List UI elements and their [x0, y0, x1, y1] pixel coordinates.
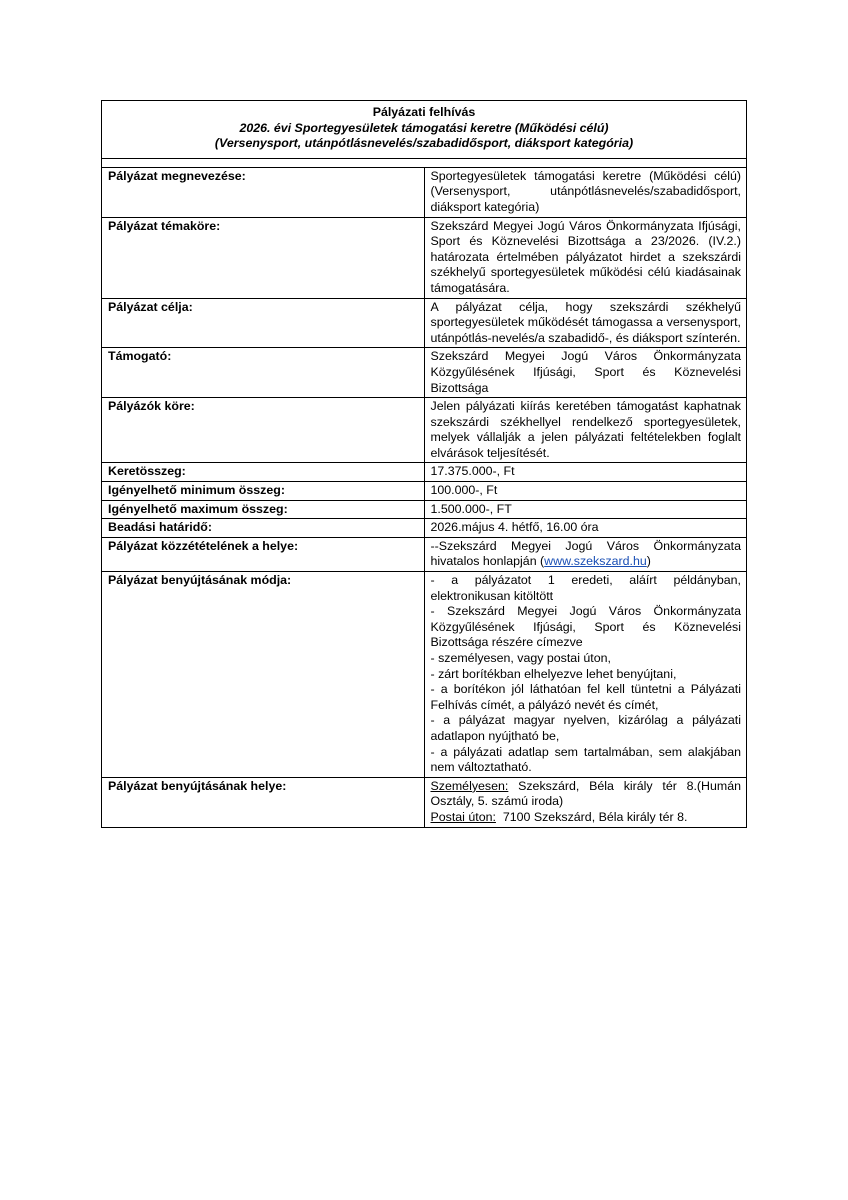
- publication-label: Pályázat közzétételének a helye:: [102, 537, 425, 571]
- submission-place-row: [102, 777, 747, 827]
- row-value: Szekszárd Megyei Jogú Város Önkormányzata Közgyűlésének Ifjúsági, Sport és Köznevelési Bizottsága: [424, 348, 747, 398]
- document-subtitle-1: 2026. évi Sportegyesületek támogatási keretre (Működési célú): [239, 120, 609, 135]
- row-label: Igényelhető minimum összeg:: [102, 482, 425, 501]
- row-label: Pályázat célja:: [102, 298, 425, 348]
- postal-address: 7100 Szekszárd, Béla király tér 8.: [495, 809, 688, 824]
- list-item: - a borítékon jól láthatóan fel kell tüntetni a Pályázati Felhívás címét, a pályázó nevét és címét,: [430, 682, 741, 712]
- row-value: 100.000-, Ft: [424, 482, 747, 501]
- row-value: 17.375.000-, Ft: [424, 463, 747, 482]
- website-link[interactable]: www.szekszard.hu: [544, 554, 647, 569]
- row-value: Jelen pályázati kiírás keretében támogatást kaphatnak szekszárdi székhellyel rendelkező sportegyesületek, melyek vállalják a jelen pályázati feltételekben foglalt elvárások teljesítését.: [424, 398, 747, 463]
- submission-method-row: [102, 572, 747, 778]
- header-cell: [102, 101, 747, 159]
- table-row: [102, 217, 747, 298]
- personal-label: Személyesen:: [430, 778, 509, 793]
- table-row: [102, 398, 747, 463]
- submission-method-list: [424, 572, 747, 778]
- row-value: 1.500.000-, FT: [424, 500, 747, 519]
- list-item: - zárt borítékban elhelyezve lehet benyújtani,: [430, 666, 677, 681]
- row-label: Támogató:: [102, 348, 425, 398]
- row-label: Pályázat megnevezése:: [102, 167, 425, 217]
- list-item: - a pályázat magyar nyelven, kizárólag a pályázati adatlapon nyújtható be,: [430, 713, 741, 743]
- application-table: [101, 100, 747, 828]
- list-item: - személyesen, vagy postai úton,: [430, 651, 611, 665]
- list-item: - a pályázati adatlap sem tartalmában, sem alakjában nem változtatható.: [430, 744, 741, 775]
- table-row: [102, 482, 747, 501]
- table-row: [102, 519, 747, 538]
- document-subtitle-2: (Versenysport, utánpótlásnevelés/szabadidősport, diáksport kategória): [214, 136, 634, 151]
- table-row: [102, 298, 747, 348]
- row-value: Sportegyesületek támogatási keretre (Működési célú) (Versenysport, utánpótlásnevelés/szabadidősport, diáksport kategória): [424, 167, 747, 217]
- publication-text-end: ): [646, 554, 651, 569]
- submission-method-label: Pályázat benyújtásának módja:: [102, 572, 425, 778]
- table-row: [102, 167, 747, 217]
- table-row: [102, 500, 747, 519]
- row-label: Pályázók köre:: [102, 398, 425, 463]
- publication-value: [424, 537, 747, 571]
- publication-row: [102, 537, 747, 571]
- submission-place-label: Pályázat benyújtásának helye:: [102, 777, 425, 827]
- list-item: - Szekszárd Megyei Jogú Város Önkormányzata Közgyűlésének Ifjúsági, Sport és Köznevelési Bizottsága részére címezve: [430, 604, 741, 650]
- postal-submission: [431, 810, 742, 826]
- table-row: [102, 348, 747, 398]
- publication-text: --Szekszárd Megyei Jogú Város Önkormányzata hivatalos honlapján (: [430, 538, 741, 569]
- submission-place-value: [424, 777, 747, 827]
- document-title: Pályázati felhívás: [372, 105, 476, 119]
- row-label: Beadási határidő:: [102, 519, 425, 538]
- spacer-row: [102, 158, 747, 167]
- personal-submission: [431, 779, 742, 810]
- postal-label: Postai úton:: [430, 809, 496, 824]
- table-row: [102, 463, 747, 482]
- list-item: - a pályázatot 1 eredeti, aláírt példányban, elektronikusan kitöltött: [430, 573, 741, 603]
- spacer-cell: [102, 158, 747, 167]
- personal-address: Szekszárd, Béla király tér 8.(Humán Osztály, 5. számú iroda): [430, 778, 741, 809]
- row-label: Pályázat témaköre:: [102, 217, 425, 298]
- header-row: [102, 101, 747, 159]
- row-value: Szekszárd Megyei Jogú Város Önkormányzata Ifjúsági, Sport és Köznevelési Bizottsága a 23/2026. (IV.2.) határozata értelmében pályázatot hirdet a szekszárdi székhelyű sportegyesületek működési célú kiadásainak támogatására.: [424, 217, 747, 298]
- row-label: Keretösszeg:: [102, 463, 425, 482]
- row-label: Igényelhető maximum összeg:: [102, 500, 425, 519]
- row-value: 2026.május 4. hétfő, 16.00 óra: [424, 519, 747, 538]
- call-for-applications: [101, 100, 747, 828]
- row-value: A pályázat célja, hogy szekszárdi székhelyű sportegyesületek működését támogassa a versenysport, utánpótlás-nevelés/a szabadidő-, és diáksport színterén.: [424, 298, 747, 348]
